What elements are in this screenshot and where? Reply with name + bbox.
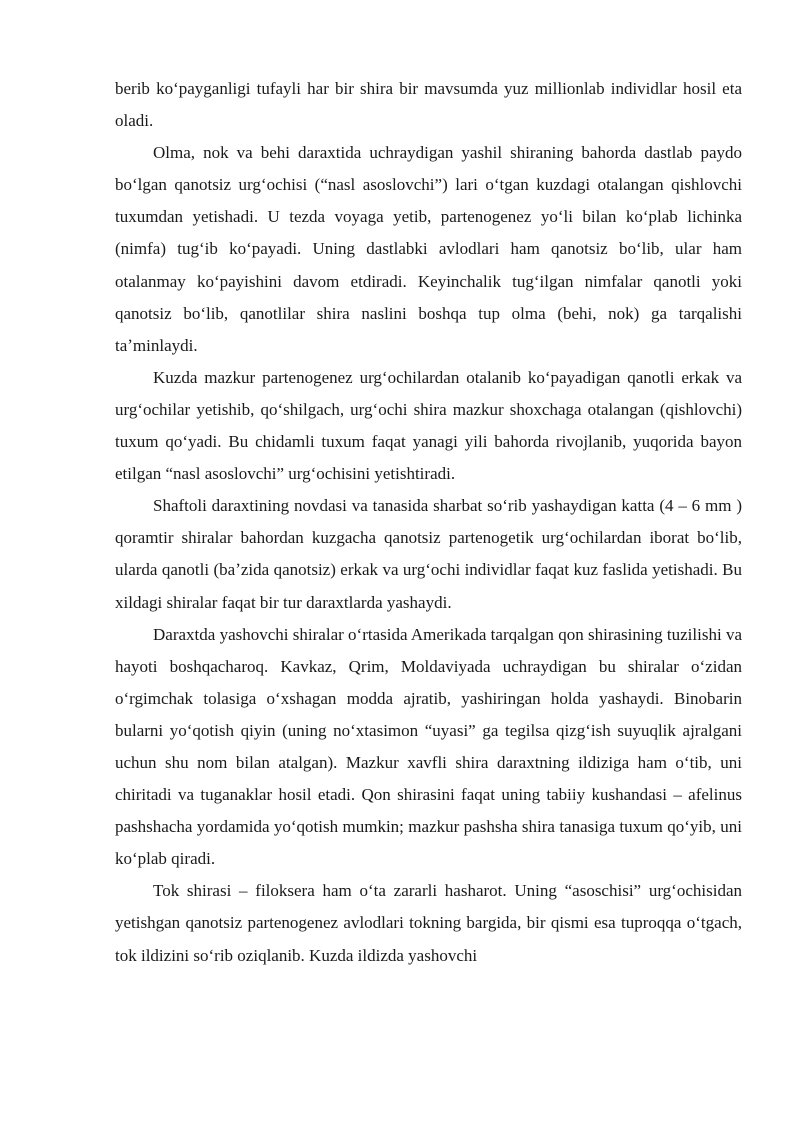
paragraph-green-aphid: Olma, nok va behi daraxtida uchraydigan yashil shiraning bahorda dastlab paydo boʻlgan qanotsiz urgʻochisi (“nasl asoslovchi”) lari oʻtgan kuzdagi otalangan qishlovchi tuxumdan yetishadi. U tezda voyaga yetib, partenogenez yoʻli bilan koʻplab lichinka (nimfa) tugʻib koʻpayadi. Uning dastlabki avlodlari ham qanotsiz boʻlib, ular ham otalanmay koʻpayishini davom etdiradi. Keyinchalik tugʻilgan nimfalar qanotli yoki qanotsiz boʻlib, qanotlilar shira naslini boshqa tup olma (behi, nok) ga tarqalishi taʼminlaydi. xyxy=(115,143,742,355)
paragraph-phylloxera: Tok shirasi – filoksera ham oʻta zararli hasharot. Uning “asoschisi” urgʻochisidan yetishgan qanotsiz partenogenez avlodlari tokning bargida, bir qismi esa tuproqqa oʻtgach, tok ildizini soʻrib oziqlanib. Kuzda ildizda yashovchi xyxy=(115,881,742,965)
paragraph-continuation: berib koʻpayganligi tufayli har bir shira bir mavsumda yuz millionlab individlar hosil eta oladi. xyxy=(115,79,742,131)
paragraph-woolly-aphid: Daraxtda yashovchi shiralar oʻrtasida Amerikada tarqalgan qon shirasining tuzilishi va hayoti boshqacharoq. Kavkaz, Qrim, Moldaviyada uchraydigan bu shiralar oʻzidan oʻrgimchak tolasiga oʻxshagan modda ajratib, yashiringan holda yashaydi. Binobarin bularni yoʻqotish qiyin (uning noʻxtasimon “uyasi” ga tegilsa qizgʻish suyuqlik ajralgani uchun shu nom bilan atalgan). Mazkur xavfli shira daraxtning ildiziga ham oʻtib, uni chiritadi va tuganaklar hosil etadi. Qon shirasini faqat uning tabiiy kushandasi – afelinus pashshacha yordamida yoʻqotish mumkin; mazkur pashsha shira tanasiga tuxum qoʻyib, uni koʻplab qiradi. xyxy=(115,624,742,869)
body-text xyxy=(115,73,742,972)
paragraph-peach-aphid: Shaftoli daraxtining novdasi va tanasida sharbat soʻrib yashaydigan katta (4 – 6 mm ) qoramtir shiralar bahordan kuzgacha qanotsiz partenogetik urgʻochilardan iborat boʻlib, ularda qanotli (baʼzida qanotsiz) erkak va urgʻochi individlar faqat kuz faslida yetishadi. Bu xildagi shiralar faqat bir tur daraxtlarda yashaydi. xyxy=(115,496,742,612)
paragraph-autumn-reproduction: Kuzda mazkur partenogenez urgʻochilardan otalanib koʻpayadigan qanotli erkak va urgʻochilar yetishib, qoʻshilgach, urgʻochi shira mazkur shoxchaga otalangan (qishlovchi) tuxum qoʻyadi. Bu chidamli tuxum faqat yanagi yili bahorda rivojlanib, yuqorida bayon etilgan “nasl asoslovchi” urgʻochisini yetishtiradi. xyxy=(115,367,742,484)
